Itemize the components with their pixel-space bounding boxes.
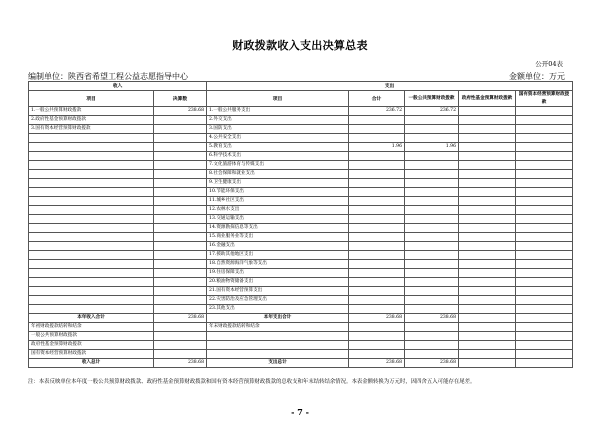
income-item-cell [29, 287, 154, 296]
empty-cell [349, 341, 405, 350]
exp-total-cell [349, 278, 405, 287]
exp-item-cell: 22.灾害防治及应急管理支出 [207, 296, 349, 305]
table-row [29, 341, 573, 350]
exp-total-cell [349, 224, 405, 233]
income-item-cell [29, 152, 154, 161]
year-exp-fund-value [459, 314, 516, 323]
state-capital-cell [516, 206, 573, 215]
exp-total-cell [349, 116, 405, 125]
ending-balance-fund [459, 323, 516, 332]
income-amount-cell [154, 152, 207, 161]
fund-budget-cell [459, 269, 516, 278]
exp-item-cell: 9.卫生健康支出 [207, 179, 349, 188]
income-item-cell [29, 134, 154, 143]
state-capital-cell [516, 296, 573, 305]
table-row [29, 314, 573, 323]
table-row [29, 179, 573, 188]
income-item-cell [29, 224, 154, 233]
general-budget-cell [405, 170, 459, 179]
balance-sub-label: 政府性基金预算财政拨款 [29, 341, 154, 350]
income-amount-cell [154, 143, 207, 152]
empty-cell [405, 332, 459, 341]
exp-item-cell: 7.文化旅游体育与传媒支出 [207, 161, 349, 170]
income-grand-total-label: 收入总计 [29, 359, 154, 368]
general-budget-cell: 236.72 [405, 107, 459, 116]
exp-item-cell: 4.公共安全支出 [207, 134, 349, 143]
exp-item-cell: 12.农林水支出 [207, 206, 349, 215]
table-row [29, 143, 573, 152]
table-row [29, 116, 573, 125]
exp-item-cell: 2.外交支出 [207, 116, 349, 125]
income-amount-cell [154, 296, 207, 305]
general-budget-cell [405, 287, 459, 296]
state-capital-cell [516, 269, 573, 278]
empty-cell [207, 341, 349, 350]
table-row [29, 287, 573, 296]
exp-total-cell: 1.96 [349, 143, 405, 152]
exp-item-cell: 10.节能环保支出 [207, 188, 349, 197]
state-capital-cell [516, 251, 573, 260]
fund-budget-cell [459, 107, 516, 116]
year-income-total-label: 本年收入合计 [29, 314, 154, 323]
fund-budget-cell [459, 242, 516, 251]
income-item-cell: 1.一般公共预算财政拨款 [29, 107, 154, 116]
report-title: 财政拨款收入支出决算总表 [232, 39, 368, 52]
expenditure-header: 支出 [207, 82, 573, 91]
footnote: 注：本表反映单位本年度一般公共预算财政拨款、政府性基金预算财政拨款和国有资本经营预算财政拨款的总收支和年末结转结余情况。本表金额转换为万元时，因四舍五入可能存在尾差。 [28, 379, 476, 385]
exp-grand-fund-value [459, 359, 516, 368]
exp-total-cell: 236.72 [349, 107, 405, 116]
table-row [29, 242, 573, 251]
exp-total-cell [349, 215, 405, 224]
table-row [29, 323, 573, 332]
table-row [29, 134, 573, 143]
table-row [29, 197, 573, 206]
state-capital-cell [516, 188, 573, 197]
income-amount-cell [154, 179, 207, 188]
income-amount-cell [154, 125, 207, 134]
income-item-cell [29, 278, 154, 287]
exp-total-cell [349, 125, 405, 134]
income-item-cell: 3.国有资本经营预算财政拨款 [29, 125, 154, 134]
table-row [29, 188, 573, 197]
empty-cell [516, 332, 573, 341]
general-budget-cell [405, 260, 459, 269]
table-row [29, 350, 573, 359]
exp-item-header: 项目 [207, 91, 349, 107]
table-row [29, 206, 573, 215]
income-item-cell [29, 215, 154, 224]
state-capital-header: 国有资本经营预算财政拨款 [516, 91, 573, 107]
fund-budget-cell [459, 233, 516, 242]
table-row [29, 296, 573, 305]
empty-cell [405, 350, 459, 359]
exp-total-cell [349, 251, 405, 260]
table-code: 公开04表 [535, 60, 563, 68]
income-amount-cell [154, 206, 207, 215]
page-number: - 7 - [291, 407, 309, 417]
money-unit-label: 金额单位：万元 [509, 72, 565, 81]
income-amount-cell [154, 269, 207, 278]
income-item-cell [29, 188, 154, 197]
state-capital-cell [516, 242, 573, 251]
fund-budget-cell [459, 206, 516, 215]
exp-item-cell: 1.一般公共服务支出 [207, 107, 349, 116]
exp-total-cell [349, 269, 405, 278]
general-budget-cell [405, 305, 459, 314]
fund-budget-cell [459, 161, 516, 170]
income-amount-cell [154, 242, 207, 251]
general-budget-cell [405, 161, 459, 170]
state-capital-cell [516, 224, 573, 233]
state-capital-cell [516, 170, 573, 179]
income-amount-cell: 238.68 [154, 107, 207, 116]
balance-sub-value [154, 341, 207, 350]
exp-total-cell [349, 260, 405, 269]
income-amount-cell [154, 188, 207, 197]
exp-total-cell [349, 287, 405, 296]
exp-total-cell [349, 188, 405, 197]
empty-cell [349, 332, 405, 341]
fund-budget-cell [459, 296, 516, 305]
exp-total-cell [349, 152, 405, 161]
state-capital-cell [516, 287, 573, 296]
year-exp-capital-value [516, 314, 573, 323]
state-capital-cell [516, 233, 573, 242]
exp-grand-total-value: 238.68 [349, 359, 405, 368]
empty-cell [349, 350, 405, 359]
exp-total-cell [349, 179, 405, 188]
exp-item-cell: 5.教育支出 [207, 143, 349, 152]
general-budget-cell [405, 125, 459, 134]
exp-item-cell: 20.粮油物资储备支出 [207, 278, 349, 287]
income-item-cell: 2.政府性基金预算财政拨款 [29, 116, 154, 125]
fund-budget-cell [459, 179, 516, 188]
general-budget-cell [405, 233, 459, 242]
income-item-cell [29, 143, 154, 152]
balance-sub-label: 一般公共预算财政拨款 [29, 332, 154, 341]
fund-budget-cell [459, 116, 516, 125]
fund-budget-cell [459, 152, 516, 161]
beginning-balance-value [154, 323, 207, 332]
year-income-total-value: 238.68 [154, 314, 207, 323]
fund-budget-cell [459, 188, 516, 197]
general-budget-cell [405, 152, 459, 161]
income-amount-cell [154, 197, 207, 206]
empty-cell [207, 332, 349, 341]
income-item-cell [29, 242, 154, 251]
income-amount-cell [154, 134, 207, 143]
exp-item-cell: 6.科学技术支出 [207, 152, 349, 161]
income-item-cell [29, 260, 154, 269]
exp-item-cell: 17.援助其他地区支出 [207, 251, 349, 260]
fund-budget-cell [459, 170, 516, 179]
exp-total-cell [349, 197, 405, 206]
exp-total-cell [349, 296, 405, 305]
ending-balance-label: 年末财政拨款结转和结余 [207, 323, 349, 332]
empty-cell [459, 350, 516, 359]
fund-budget-cell [459, 260, 516, 269]
fund-budget-header: 政府性基金预算财政拨款 [459, 91, 516, 107]
income-amount-cell [154, 170, 207, 179]
income-amount-cell [154, 116, 207, 125]
income-amount-cell [154, 215, 207, 224]
fund-budget-cell [459, 215, 516, 224]
state-capital-cell [516, 179, 573, 188]
table-row [29, 125, 573, 134]
state-capital-cell [516, 134, 573, 143]
fund-budget-cell [459, 251, 516, 260]
income-item-cell [29, 305, 154, 314]
year-exp-total-label: 本年支出合计 [207, 314, 349, 323]
state-capital-cell [516, 197, 573, 206]
income-item-cell [29, 161, 154, 170]
balance-sub-label: 国有资本经营预算财政拨款 [29, 350, 154, 359]
table-row [29, 170, 573, 179]
exp-item-cell: 23.其他支出 [207, 305, 349, 314]
state-capital-cell [516, 305, 573, 314]
beginning-balance-label: 年初财政拨款结转和结余 [29, 323, 154, 332]
income-amount-cell [154, 224, 207, 233]
state-capital-cell [516, 161, 573, 170]
general-budget-cell [405, 188, 459, 197]
fiscal-summary-table [28, 81, 573, 368]
income-amount-cell [154, 233, 207, 242]
fund-budget-cell [459, 278, 516, 287]
exp-item-cell: 15.商业服务业等支出 [207, 233, 349, 242]
general-budget-cell [405, 269, 459, 278]
exp-total-cell [349, 161, 405, 170]
table-row [29, 224, 573, 233]
exp-item-cell: 21.国有资本经营预算支出 [207, 287, 349, 296]
general-budget-cell [405, 116, 459, 125]
table-row [29, 161, 573, 170]
state-capital-cell [516, 116, 573, 125]
exp-grand-general-value: 238.68 [405, 359, 459, 368]
general-budget-cell [405, 251, 459, 260]
table-row [29, 359, 573, 368]
exp-grand-capital-value [516, 359, 573, 368]
fund-budget-cell [459, 224, 516, 233]
balance-sub-value [154, 332, 207, 341]
table-row [29, 269, 573, 278]
state-capital-cell [516, 107, 573, 116]
table-row [29, 260, 573, 269]
empty-cell [405, 341, 459, 350]
fund-budget-cell [459, 287, 516, 296]
exp-item-cell: 19.住房保障支出 [207, 269, 349, 278]
exp-item-cell: 13.交通运输支出 [207, 215, 349, 224]
income-item-cell [29, 296, 154, 305]
income-amount-cell [154, 305, 207, 314]
income-grand-total-value: 238.68 [154, 359, 207, 368]
general-budget-cell [405, 134, 459, 143]
income-amount-cell [154, 251, 207, 260]
state-capital-cell [516, 260, 573, 269]
state-capital-cell [516, 125, 573, 134]
empty-cell [459, 341, 516, 350]
table-row [29, 278, 573, 287]
table-row [29, 107, 573, 116]
table-row [29, 233, 573, 242]
income-header: 收入 [29, 82, 207, 91]
year-exp-total-value: 238.68 [349, 314, 405, 323]
state-capital-cell [516, 152, 573, 161]
table-row [29, 305, 573, 314]
income-amount-cell [154, 287, 207, 296]
empty-cell [207, 350, 349, 359]
income-item-cell [29, 233, 154, 242]
empty-cell [459, 332, 516, 341]
exp-total-header: 合计 [349, 91, 405, 107]
exp-total-cell [349, 242, 405, 251]
exp-total-cell [349, 170, 405, 179]
general-budget-cell [405, 206, 459, 215]
general-budget-cell: 1.96 [405, 143, 459, 152]
org-unit-label: 编制单位：陕西省希望工程公益志愿指导中心 [28, 72, 188, 81]
exp-item-cell: 8.社会保障和就业支出 [207, 170, 349, 179]
state-capital-cell [516, 278, 573, 287]
income-item-cell [29, 197, 154, 206]
income-item-header: 项目 [29, 91, 154, 107]
exp-item-cell: 11.城乡社区支出 [207, 197, 349, 206]
exp-grand-total-label: 支出总计 [207, 359, 349, 368]
income-item-cell [29, 170, 154, 179]
general-budget-cell [405, 278, 459, 287]
income-amount-cell [154, 161, 207, 170]
balance-sub-value [154, 350, 207, 359]
fund-budget-cell [459, 197, 516, 206]
state-capital-cell [516, 143, 573, 152]
exp-item-cell: 16.金融支出 [207, 242, 349, 251]
general-budget-cell [405, 197, 459, 206]
exp-item-cell: 3.国防支出 [207, 125, 349, 134]
fund-budget-cell [459, 305, 516, 314]
general-budget-cell [405, 242, 459, 251]
exp-item-cell: 18.自然资源海洋气象等支出 [207, 260, 349, 269]
exp-total-cell [349, 233, 405, 242]
income-item-cell [29, 269, 154, 278]
empty-cell [516, 350, 573, 359]
table-row [29, 215, 573, 224]
year-exp-general-value: 238.68 [405, 314, 459, 323]
exp-total-cell [349, 206, 405, 215]
fund-budget-cell [459, 143, 516, 152]
ending-balance-capital [516, 323, 573, 332]
exp-item-cell: 14.资源勘探信息等支出 [207, 224, 349, 233]
ending-balance-general [405, 323, 459, 332]
table-row [29, 332, 573, 341]
table-row [29, 152, 573, 161]
exp-total-cell [349, 134, 405, 143]
general-budget-cell [405, 296, 459, 305]
income-amount-cell [154, 260, 207, 269]
general-budget-cell [405, 224, 459, 233]
state-capital-cell [516, 215, 573, 224]
income-item-cell [29, 251, 154, 260]
general-budget-header: 一般公共预算财政拨款 [405, 91, 459, 107]
income-amount-cell [154, 278, 207, 287]
fund-budget-cell [459, 134, 516, 143]
exp-total-cell [349, 305, 405, 314]
table-row [29, 251, 573, 260]
income-item-cell [29, 206, 154, 215]
general-budget-cell [405, 215, 459, 224]
general-budget-cell [405, 179, 459, 188]
income-amount-header: 决算数 [154, 91, 207, 107]
income-item-cell [29, 179, 154, 188]
fund-budget-cell [459, 125, 516, 134]
ending-balance-total [349, 323, 405, 332]
empty-cell [516, 341, 573, 350]
